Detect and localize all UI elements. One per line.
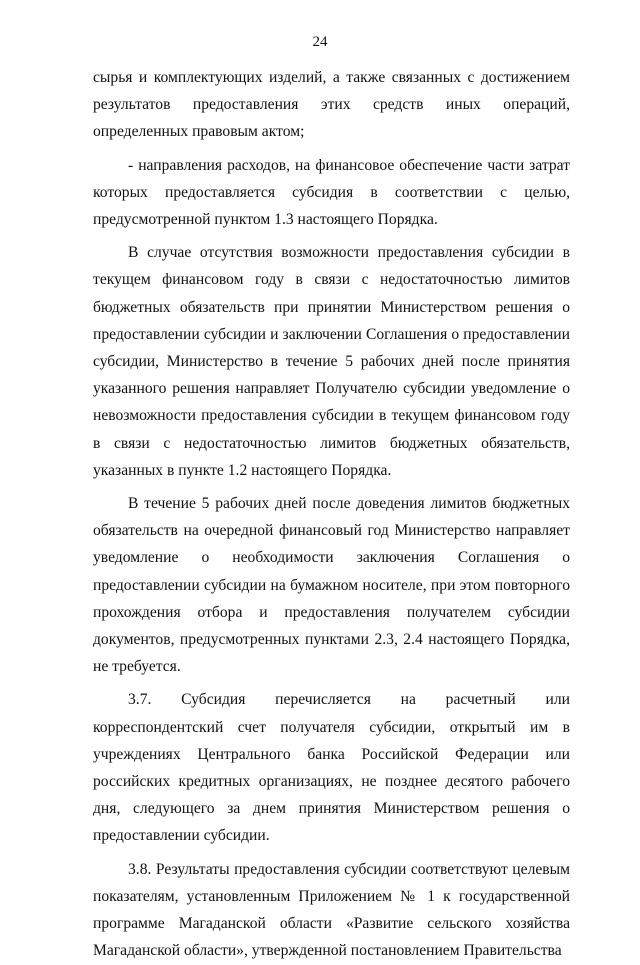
- paragraph-continuation: сырья и комплектующих изделий, а также связанных с достижением результатов предоставления этих средств иных операций, определенных правовым актом;: [93, 69, 570, 141]
- paragraph-3-7: 3.7. Субсидия перечисляется на расчетный или корреспондентский счет получателя субсидии, открытый им в учреждениях Центрального банка Российской Федерации или российских кредитных организациях, не позднее десятого рабочего дня, следующего за днем принятия Министерством решения о предоставлении субсидии.: [93, 691, 570, 845]
- paragraph-3-8: 3.8. Результаты предоставления субсидии соответствуют целевым показателям, установленным Приложением № 1 к государственной программе Магаданской области «Развитие сельского хозяйства Магаданской области», утвержденной постановлением Правительства: [93, 860, 570, 960]
- paragraph-limits-notification: В течение 5 рабочих дней после доведения лимитов бюджетных обязательств на очередной финансовый год Министерство направляет уведомление о необходимости заключения Соглашения о предоставлении субсидии на бумажном носителе, при этом повторного прохождения отбора и предоставления получателем субсидии документов, предусмотренных пунктами 2.3, 2.4 настоящего Порядка, не требуется.: [93, 495, 570, 676]
- paragraph-no-subsidy-possibility: В случае отсутствия возможности предоставления субсидии в текущем финансовом году в связи с недостаточностью лимитов бюджетных обязательств при принятии Министерством решения о предоставлении субсидии и заключении Соглашения о предоставлении субсидии, Министерство в течение 5 рабочих дней после принятия указанного решения направляет Получателю субсидии уведомление о невозможности предоставления субсидии в текущем финансовом году в связи с недостаточностью лимитов бюджетных обязательств, указанных в пункте 1.2 настоящего Порядка.: [93, 244, 570, 479]
- paragraph-expense-directions: - направления расходов, на финансовое обеспечение части затрат которых предоставляется субсидия в соответствии с целью, предусмотренной пунктом 1.3 настоящего Порядка.: [93, 156, 570, 229]
- page-number: 24: [312, 34, 328, 50]
- document-body: [93, 64, 570, 965]
